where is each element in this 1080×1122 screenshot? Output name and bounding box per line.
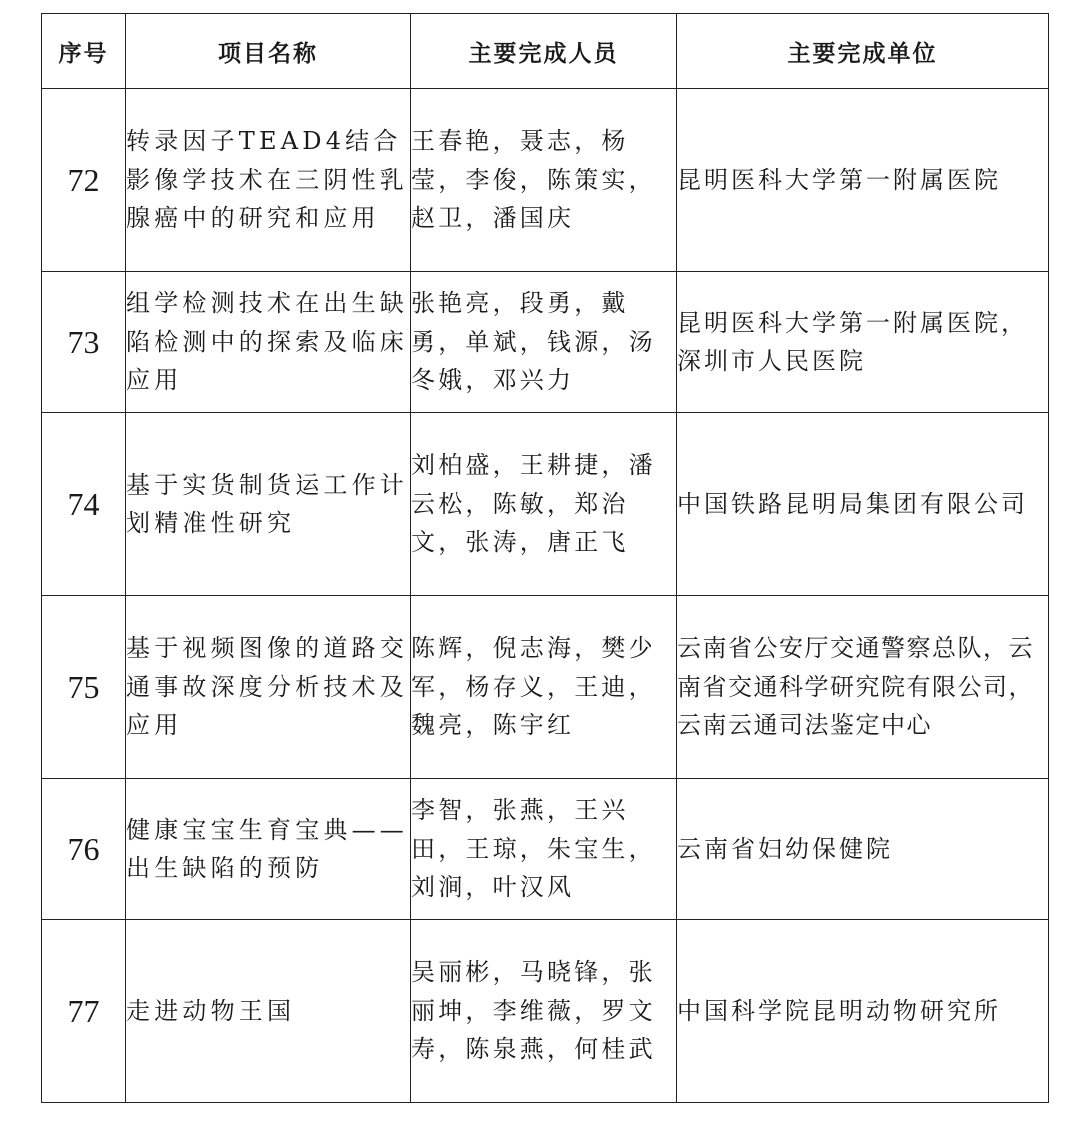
- main-org: 昆明医科大学第一附属医院，深圳市人民医院: [677, 308, 1028, 375]
- header-no: 序号: [42, 14, 126, 89]
- main-org: 云南省公安厅交通警察总队，云南省交通科学研究院有限公司，云南云通司法鉴定中心: [677, 634, 1034, 740]
- project-name: 基于实货制货运工作计划精准性研究: [126, 470, 408, 537]
- main-org: 云南省妇幼保健院: [677, 834, 893, 863]
- row-number: 76: [42, 779, 126, 920]
- row-number: 75: [42, 596, 126, 779]
- project-name: 基于视频图像的道路交通事故深度分析技术及应用: [126, 634, 408, 740]
- project-name: 转录因子TEAD4结合影像学技术在三阴性乳腺癌中的研究和应用: [126, 127, 408, 233]
- table-row: [42, 920, 1049, 1103]
- row-number: 73: [42, 272, 126, 413]
- row-number: 74: [42, 413, 126, 596]
- table-row: [42, 779, 1049, 920]
- main-org: 中国铁路昆明局集团有限公司: [677, 489, 1028, 518]
- header-org: 主要完成单位: [677, 14, 1049, 89]
- row-number: 72: [42, 89, 126, 272]
- main-people: 李智，张燕，王兴田，王琼，朱宝生，刘涧，叶汉风: [411, 796, 656, 902]
- table-row: [42, 89, 1049, 272]
- main-org: 中国科学院昆明动物研究所: [677, 996, 1001, 1025]
- main-people: 张艳亮，段勇，戴勇，单斌，钱源，汤冬娥，邓兴力: [411, 289, 656, 395]
- table-row: [42, 596, 1049, 779]
- header-people: 主要完成人员: [411, 14, 677, 89]
- project-name: 走进动物王国: [126, 996, 296, 1025]
- row-number: 77: [42, 920, 126, 1103]
- table-row: [42, 272, 1049, 413]
- main-people: 陈辉，倪志海，樊少军，杨存义，王迪，魏亮，陈宇红: [411, 634, 656, 740]
- main-org: 昆明医科大学第一附属医院: [677, 165, 1001, 194]
- header-name: 项目名称: [126, 14, 411, 89]
- main-people: 王春艳，聂志，杨莹，李俊，陈策实，赵卫，潘国庆: [411, 127, 656, 233]
- header-row: [42, 14, 1049, 89]
- table-row: [42, 413, 1049, 596]
- project-name: 组学检测技术在出生缺陷检测中的探索及临床应用: [126, 289, 408, 395]
- main-people: 刘柏盛，王耕捷，潘云松，陈敏，郑治文，张涛，唐正飞: [411, 451, 656, 557]
- project-name: 健康宝宝生育宝典——出生缺陷的预防: [126, 815, 408, 882]
- main-people: 吴丽彬，马晓锋，张丽坤，李维薇，罗文寿，陈泉燕，何桂武: [411, 958, 656, 1064]
- awards-table: [41, 13, 1049, 1103]
